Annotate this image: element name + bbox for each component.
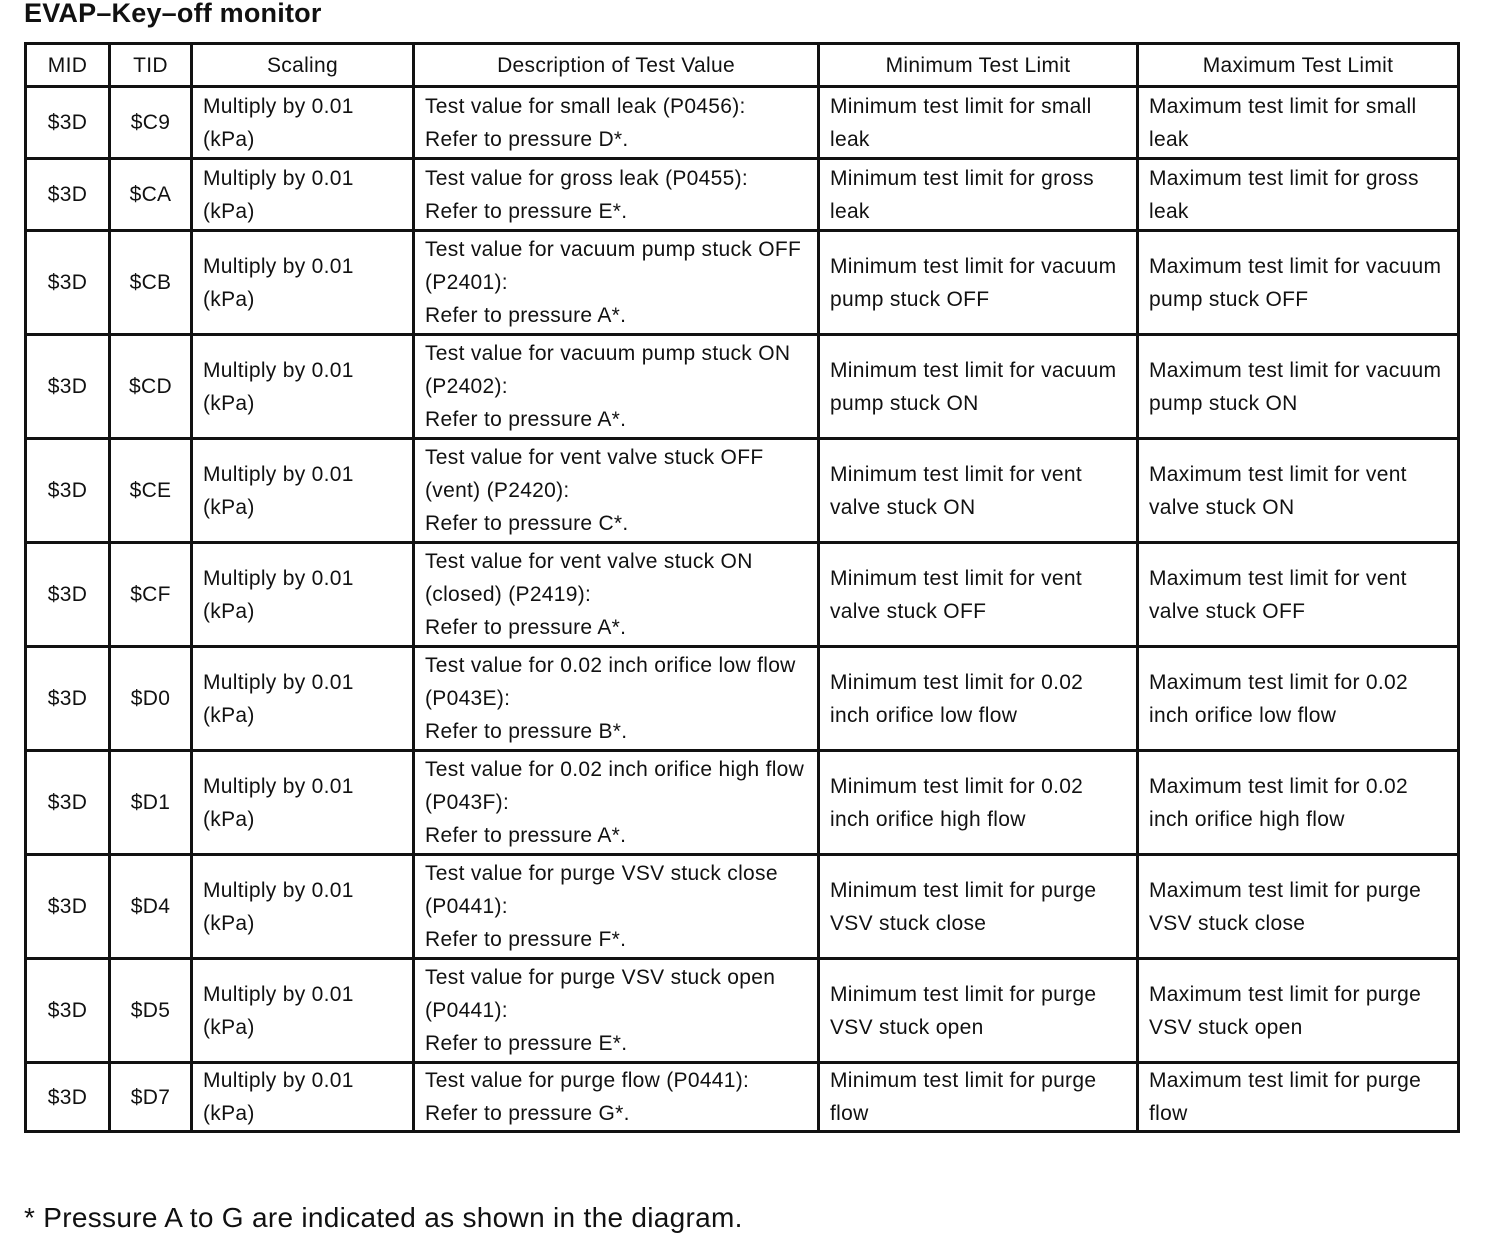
- scaling-line: (kPa): [203, 807, 255, 831]
- description-cell: [414, 1063, 819, 1132]
- page-title: EVAP–Key–off monitor: [24, 0, 322, 28]
- table-row: [26, 231, 1459, 335]
- scaling-line: Multiply by 0.01: [203, 774, 354, 798]
- scaling-line: Multiply by 0.01: [203, 254, 354, 278]
- tid-cell: $D0: [110, 647, 192, 751]
- description-line: Test value for purge flow (P0441):: [425, 1069, 750, 1092]
- description-line: Test value for purge VSV stuck open: [425, 966, 776, 989]
- scaling-line: (kPa): [203, 911, 255, 935]
- scaling-line: (kPa): [203, 287, 255, 311]
- description-line: Test value for vent valve stuck OFF: [425, 446, 764, 469]
- min-limit-line: Minimum test limit for small: [830, 94, 1092, 118]
- max-limit-line: leak: [1149, 127, 1189, 151]
- description-cell: [414, 751, 819, 855]
- description-line: Refer to pressure F*.: [425, 928, 627, 951]
- scaling-cell: [192, 647, 414, 751]
- scaling-line: Multiply by 0.01: [203, 670, 354, 694]
- max-limit-line: Maximum test limit for vacuum: [1149, 358, 1442, 382]
- tid-cell: $CD: [110, 335, 192, 439]
- description-line: Refer to pressure D*.: [425, 127, 629, 151]
- scaling-cell: [192, 959, 414, 1063]
- description-line: (closed) (P2419):: [425, 583, 592, 606]
- table-row: [26, 855, 1459, 959]
- min-limit-line: Minimum test limit for purge: [830, 878, 1097, 902]
- max-limit-line: leak: [1149, 199, 1189, 223]
- table-row: [26, 647, 1459, 751]
- max-limit-cell: [1138, 959, 1459, 1063]
- description-cell: [414, 855, 819, 959]
- min-limit-line: pump stuck ON: [830, 391, 979, 415]
- min-limit-cell: [819, 335, 1138, 439]
- min-limit-line: Minimum test limit for vacuum: [830, 254, 1117, 278]
- max-limit-cell: [1138, 335, 1459, 439]
- scaling-cell: [192, 87, 414, 159]
- max-limit-line: Maximum test limit for gross: [1149, 166, 1419, 190]
- max-limit-line: Maximum test limit for purge: [1149, 982, 1422, 1006]
- max-limit-cell: [1138, 231, 1459, 335]
- tid-cell: $CA: [110, 159, 192, 231]
- description-line: Test value for vacuum pump stuck ON: [425, 342, 791, 365]
- max-limit-cell: [1138, 647, 1459, 751]
- max-limit-line: VSV stuck close: [1149, 911, 1306, 935]
- min-limit-cell: [819, 439, 1138, 543]
- tid-cell: $D7: [110, 1063, 192, 1132]
- min-limit-line: Minimum test limit for 0.02: [830, 774, 1084, 798]
- max-limit-line: Maximum test limit for vent: [1149, 566, 1407, 590]
- mid-cell: $3D: [26, 543, 110, 647]
- scaling-line: (kPa): [203, 1102, 255, 1125]
- max-limit-line: Maximum test limit for purge: [1149, 878, 1422, 902]
- mid-cell: $3D: [26, 231, 110, 335]
- table-row: [26, 87, 1459, 159]
- max-limit-cell: [1138, 751, 1459, 855]
- min-limit-line: inch orifice high flow: [830, 807, 1026, 831]
- scaling-cell: [192, 855, 414, 959]
- max-limit-line: Maximum test limit for purge: [1149, 1069, 1422, 1092]
- table-row: [26, 439, 1459, 543]
- scaling-line: Multiply by 0.01: [203, 166, 354, 190]
- description-line: (P043E):: [425, 687, 511, 710]
- scaling-line: Multiply by 0.01: [203, 566, 354, 590]
- description-line: Refer to pressure G*.: [425, 1102, 630, 1125]
- min-limit-line: VSV stuck close: [830, 911, 987, 935]
- min-limit-line: Minimum test limit for purge: [830, 982, 1097, 1006]
- scaling-line: (kPa): [203, 391, 255, 415]
- min-limit-cell: [819, 1063, 1138, 1132]
- table-row: [26, 1063, 1459, 1132]
- scaling-line: (kPa): [203, 599, 255, 623]
- tid-cell: $D1: [110, 751, 192, 855]
- description-line: Test value for purge VSV stuck close: [425, 862, 778, 885]
- description-line: Test value for 0.02 inch orifice high flow: [425, 758, 805, 781]
- header-minimum-limit: Minimum Test Limit: [819, 44, 1138, 87]
- mid-cell: $3D: [26, 855, 110, 959]
- tid-cell: $CB: [110, 231, 192, 335]
- scaling-line: (kPa): [203, 127, 255, 151]
- min-limit-cell: [819, 959, 1138, 1063]
- description-line: (P043F):: [425, 791, 510, 814]
- min-limit-line: Minimum test limit for gross: [830, 166, 1094, 190]
- description-cell: [414, 959, 819, 1063]
- min-limit-line: pump stuck OFF: [830, 287, 990, 311]
- description-line: Test value for vacuum pump stuck OFF: [425, 238, 802, 261]
- max-limit-line: inch orifice low flow: [1149, 703, 1337, 727]
- tid-cell: $CF: [110, 543, 192, 647]
- description-line: Refer to pressure A*.: [425, 616, 627, 639]
- max-limit-cell: [1138, 159, 1459, 231]
- description-line: Refer to pressure C*.: [425, 512, 629, 535]
- scaling-line: Multiply by 0.01: [203, 462, 354, 486]
- description-line: Refer to pressure B*.: [425, 720, 628, 743]
- scaling-line: (kPa): [203, 703, 255, 727]
- min-limit-cell: [819, 231, 1138, 335]
- mid-cell: $3D: [26, 335, 110, 439]
- description-line: Test value for gross leak (P0455):: [425, 166, 749, 190]
- description-line: (P0441):: [425, 895, 508, 918]
- max-limit-line: Maximum test limit for vent: [1149, 462, 1407, 486]
- description-line: Refer to pressure E*.: [425, 199, 628, 223]
- footnote: * Pressure A to G are indicated as shown in the diagram.: [24, 1202, 743, 1233]
- header-description: Description of Test Value: [414, 44, 819, 87]
- min-limit-line: flow: [830, 1102, 869, 1125]
- max-limit-line: Maximum test limit for small: [1149, 94, 1417, 118]
- min-limit-line: Minimum test limit for purge: [830, 1069, 1097, 1092]
- mid-cell: $3D: [26, 751, 110, 855]
- description-line: Refer to pressure A*.: [425, 824, 627, 847]
- description-line: Refer to pressure A*.: [425, 408, 627, 431]
- max-limit-line: valve stuck OFF: [1149, 599, 1306, 623]
- scaling-cell: [192, 159, 414, 231]
- min-limit-cell: [819, 87, 1138, 159]
- max-limit-line: pump stuck OFF: [1149, 287, 1309, 311]
- scaling-line: Multiply by 0.01: [203, 878, 354, 902]
- scaling-line: (kPa): [203, 495, 255, 519]
- max-limit-cell: [1138, 87, 1459, 159]
- min-limit-cell: [819, 855, 1138, 959]
- mid-cell: $3D: [26, 1063, 110, 1132]
- description-line: Test value for small leak (P0456):: [425, 94, 746, 118]
- table-header-row: [26, 44, 1459, 87]
- scaling-cell: [192, 231, 414, 335]
- mid-cell: $3D: [26, 439, 110, 543]
- scaling-line: Multiply by 0.01: [203, 94, 354, 118]
- scaling-line: Multiply by 0.01: [203, 1069, 354, 1092]
- scaling-cell: [192, 1063, 414, 1132]
- mid-cell: $3D: [26, 87, 110, 159]
- scaling-cell: [192, 543, 414, 647]
- evap-monitor-table: [24, 42, 1460, 1133]
- scaling-cell: [192, 439, 414, 543]
- min-limit-line: valve stuck OFF: [830, 599, 987, 623]
- max-limit-line: flow: [1149, 1102, 1188, 1125]
- description-line: Test value for vent valve stuck ON: [425, 550, 753, 573]
- max-limit-line: Maximum test limit for 0.02: [1149, 670, 1408, 694]
- description-cell: [414, 159, 819, 231]
- max-limit-line: inch orifice high flow: [1149, 807, 1345, 831]
- min-limit-line: leak: [830, 127, 870, 151]
- description-line: (P2401):: [425, 271, 508, 294]
- table-row: [26, 335, 1459, 439]
- scaling-line: (kPa): [203, 199, 255, 223]
- max-limit-line: Maximum test limit for 0.02: [1149, 774, 1408, 798]
- description-cell: [414, 543, 819, 647]
- max-limit-line: pump stuck ON: [1149, 391, 1298, 415]
- scaling-line: (kPa): [203, 1015, 255, 1039]
- table-row: [26, 543, 1459, 647]
- mid-cell: $3D: [26, 647, 110, 751]
- max-limit-line: VSV stuck open: [1149, 1015, 1303, 1039]
- max-limit-cell: [1138, 543, 1459, 647]
- header-scaling: Scaling: [192, 44, 414, 87]
- min-limit-line: VSV stuck open: [830, 1015, 984, 1039]
- header-maximum-limit: Maximum Test Limit: [1138, 44, 1459, 87]
- min-limit-line: Minimum test limit for 0.02: [830, 670, 1084, 694]
- min-limit-line: Minimum test limit for vacuum: [830, 358, 1117, 382]
- scaling-line: Multiply by 0.01: [203, 982, 354, 1006]
- scaling-line: Multiply by 0.01: [203, 358, 354, 382]
- tid-cell: $CE: [110, 439, 192, 543]
- scaling-cell: [192, 751, 414, 855]
- tid-cell: $D4: [110, 855, 192, 959]
- min-limit-line: valve stuck ON: [830, 495, 976, 519]
- description-line: Refer to pressure A*.: [425, 304, 627, 327]
- min-limit-cell: [819, 647, 1138, 751]
- description-line: Refer to pressure E*.: [425, 1032, 628, 1055]
- mid-cell: $3D: [26, 159, 110, 231]
- min-limit-cell: [819, 543, 1138, 647]
- max-limit-cell: [1138, 1063, 1459, 1132]
- min-limit-line: leak: [830, 199, 870, 223]
- description-line: (P2402):: [425, 375, 508, 398]
- description-cell: [414, 335, 819, 439]
- header-mid: MID: [26, 44, 110, 87]
- max-limit-cell: [1138, 855, 1459, 959]
- max-limit-line: Maximum test limit for vacuum: [1149, 254, 1442, 278]
- description-line: Test value for 0.02 inch orifice low flow: [425, 654, 796, 677]
- table-row: [26, 959, 1459, 1063]
- max-limit-cell: [1138, 439, 1459, 543]
- description-cell: [414, 647, 819, 751]
- tid-cell: $D5: [110, 959, 192, 1063]
- min-limit-cell: [819, 751, 1138, 855]
- table-row: [26, 159, 1459, 231]
- max-limit-line: valve stuck ON: [1149, 495, 1295, 519]
- min-limit-line: inch orifice low flow: [830, 703, 1018, 727]
- min-limit-line: Minimum test limit for vent: [830, 462, 1082, 486]
- header-tid: TID: [110, 44, 192, 87]
- description-cell: [414, 439, 819, 543]
- description-cell: [414, 231, 819, 335]
- min-limit-line: Minimum test limit for vent: [830, 566, 1082, 590]
- description-cell: [414, 87, 819, 159]
- tid-cell: $C9: [110, 87, 192, 159]
- min-limit-cell: [819, 159, 1138, 231]
- table-row: [26, 751, 1459, 855]
- description-line: (vent) (P2420):: [425, 479, 570, 502]
- mid-cell: $3D: [26, 959, 110, 1063]
- description-line: (P0441):: [425, 999, 508, 1022]
- scaling-cell: [192, 335, 414, 439]
